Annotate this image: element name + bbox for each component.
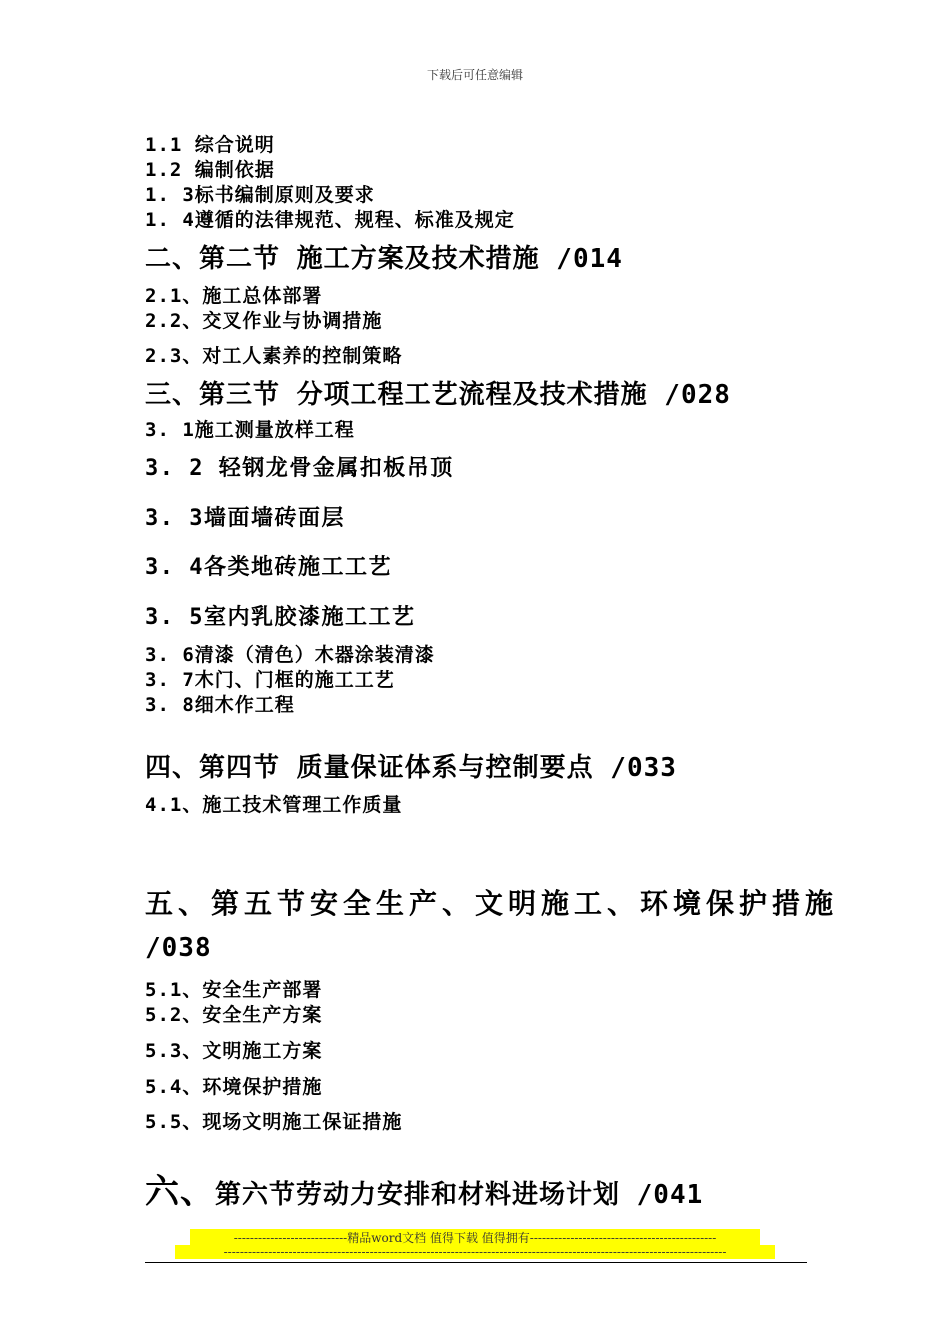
toc-item-1-1: 1.1 综合说明 [145,134,275,156]
toc-item-2-2: 2.2、交叉作业与协调措施 [145,310,383,332]
page-header: 下载后可任意编辑 [426,68,523,82]
toc-section-6-title: 第六节劳动力安排和材料进场计划 /041 [215,1180,704,1210]
toc-item-2-3: 2.3、对工人素养的控制策略 [145,345,403,367]
toc-item-1-2: 1.2 编制依据 [145,159,275,181]
toc-item-4-1: 4.1、施工技术管理工作质量 [145,794,403,816]
toc-item-3-5: 3. 5室内乳胶漆施工工艺 [145,605,416,630]
toc-section-4: 四、第四节 质量保证体系与控制要点 /033 [145,753,677,783]
toc-item-5-1: 5.1、安全生产部署 [145,979,323,1001]
toc-item-3-4: 3. 4各类地砖施工工艺 [145,555,392,580]
toc-item-1-4: 1. 4遵循的法律规范、规程、标准及规定 [145,209,515,231]
toc-item-2-1: 2.1、施工总体部署 [145,285,323,307]
toc-item-5-2: 5.2、安全生产方案 [145,1004,323,1026]
footer-rule [145,1262,807,1263]
toc-section-5-page: /038 [145,933,212,963]
toc-item-3-6: 3. 6清漆（清色）木器涂装清漆 [145,644,435,666]
toc-item-3-1: 3. 1施工测量放样工程 [145,419,355,441]
toc-item-3-2: 3. 2 轻钢龙骨金属扣板吊顶 [145,456,454,481]
toc-section-6-prefix: 六、 [145,1172,215,1212]
toc-section-6 [145,1164,703,1213]
toc-item-3-8: 3. 8细木作工程 [145,694,295,716]
toc-section-5: 五、第五节安全生产、文明施工、环境保护措施 [145,887,839,920]
toc-item-5-5: 5.5、现场文明施工保证措施 [145,1111,403,1133]
toc-section-3: 三、第三节 分项工程工艺流程及技术措施 /028 [145,380,731,410]
toc-item-5-4: 5.4、环境保护措施 [145,1076,323,1098]
footer-promo-line: ----------------------------精品word文档 值得下载 值得拥有---------------------------------------------- [190,1229,760,1246]
toc-item-1-3: 1. 3标书编制原则及要求 [145,184,375,206]
footer-dash-line: ---------------------------------------------------------------------------------------------------------------------------- [175,1245,775,1259]
toc-item-5-3: 5.3、文明施工方案 [145,1040,323,1062]
toc-item-3-3: 3. 3墙面墙砖面层 [145,506,345,531]
toc-section-2: 二、第二节 施工方案及技术措施 /014 [145,244,623,274]
toc-item-3-7: 3. 7木门、门框的施工工艺 [145,669,395,691]
